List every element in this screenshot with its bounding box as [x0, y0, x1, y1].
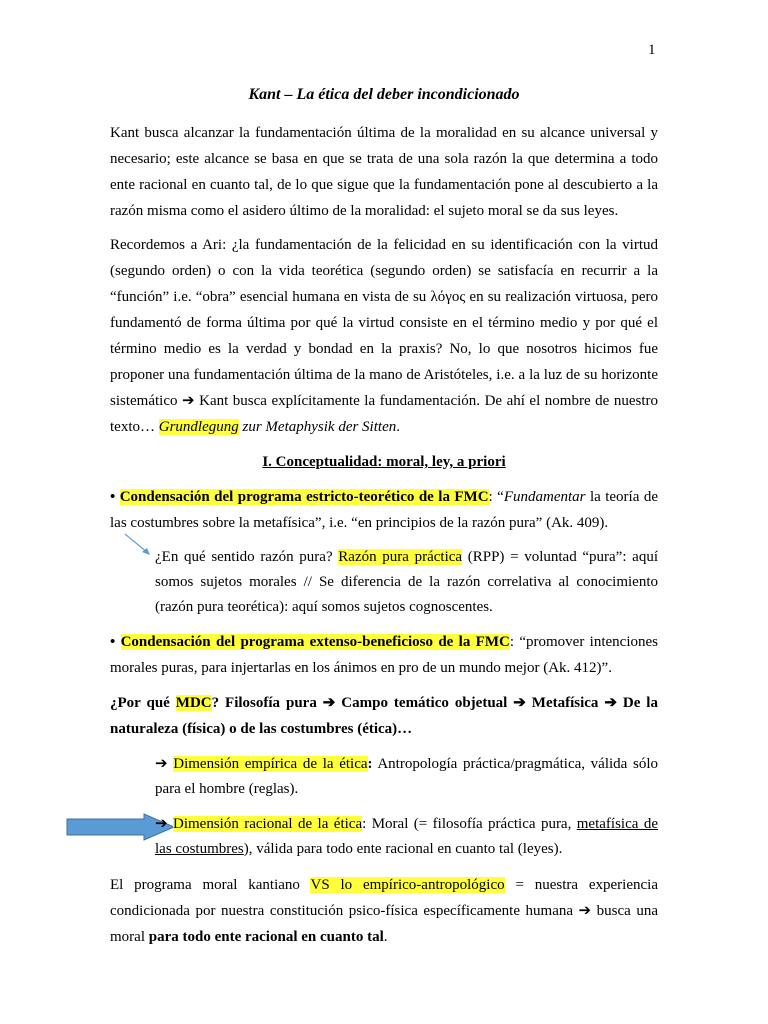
highlight-rpp: Razón pura práctica	[338, 549, 463, 565]
paragraph-rpp	[155, 545, 658, 620]
bold-conclusion: para todo ente racional en cuanto tal	[148, 929, 384, 945]
programa-text-a: El programa moral kantiano	[110, 877, 311, 893]
paragraph-recordemos	[110, 232, 658, 440]
highlight-estricto: Condensación del programa estricto-teorético de la FMC	[119, 489, 489, 505]
paragraph-programa	[110, 872, 658, 950]
section-heading: I. Conceptualidad: moral, ley, a priori	[262, 454, 506, 470]
bullet: •	[110, 489, 120, 505]
document-title: Kant – La ética del deber incondicionado	[248, 86, 520, 103]
empirica-text: Antropología práctica/pragmática, válida sólo para el hombre (reglas).	[155, 756, 659, 797]
programa-text-b: = nuestra experiencia condicionada por nuestra constitución psico-física específicamente humana ➔ busca una moral	[110, 877, 658, 945]
paragraph-estricto	[110, 484, 658, 536]
book-title-rest: zur Metaphysik der Sitten	[238, 419, 397, 435]
mdc-text-b: ? Filosofía pura ➔ Campo temático objetual ➔ Metafísica ➔ De la naturaleza (física) o de las costumbres (ética)…	[110, 695, 658, 737]
paragraph-dimension-racional	[155, 812, 658, 862]
rpp-text-b: (RPP) = voluntad “pura”: aquí somos sujetos morales // Se diferencia de la razón correlativa al conocimiento (razón pura teorética): aquí somos sujetos cognoscentes.	[155, 549, 659, 615]
para4-text: : “promover intenciones morales puras, para injertarlas en los ánimos en pro de un mundo mejor (Ak. 412)”.	[110, 634, 658, 676]
paragraph-extenso	[110, 629, 658, 681]
highlight-extenso: Condensación del programa extenso-beneficioso de la FMC	[120, 634, 510, 650]
arrow-glyph: ➔	[155, 816, 173, 832]
para3-text-a: : “	[488, 489, 504, 505]
bullet: •	[110, 634, 121, 650]
highlight-grundlegung: Grundlegung	[158, 419, 239, 435]
colon: :	[367, 756, 373, 772]
highlight-vs: VS lo empírico-antropológico	[310, 877, 505, 893]
highlight-mdc: MDC	[175, 695, 212, 711]
racional-text-a: : Moral (= filosofía práctica pura,	[362, 816, 577, 832]
para2-end: .	[396, 419, 400, 435]
paragraph-dimension-empirica	[155, 752, 658, 802]
italic-fundamentar: Fundamentar	[503, 489, 586, 505]
highlight-racional: Dimensión racional de la ética	[173, 816, 363, 832]
para2-text-a: Recordemos a Ari: ¿la fundamentación de la felicidad en su identificación con la virtud (segundo orden) o con la vida teorética (segundo orden) se satisfacía en recurrir a la “función” i.e. “obra” esencial humana en vista de su λόγος en su realización virtuosa, pero fundamentó de forma última por qué la virtud consiste en el término medio y por qué el término medio es la verdad y bondad en la praxis? No, lo que nosotros hicimos fue proponer una fundamentación última de la mano de Aristóteles, i.e. a la luz de su horizonte sistemático	[110, 237, 658, 409]
rpp-text-a: ¿En qué sentido razón pura?	[155, 549, 339, 565]
paragraph-intro: Kant busca alcanzar la fundamentación última de la moralidad en su alcance universal y necesario; este alcance se basa en que se trata de una sola razón la que determina a todo ente racional en cuanto tal, de lo que sigue que la fundamentación pone al descubierto a la razón misma como el asidero último de la moralidad: el sujeto moral se da sus leyes.	[110, 125, 658, 219]
underline-metafisica: metafísica de las costumbres	[155, 816, 658, 857]
document-body	[110, 120, 658, 950]
arrow-glyph: ➔	[182, 393, 195, 409]
programa-end: .	[383, 929, 388, 945]
para3-text-b: la teoría de las costumbres sobre la metafísica”, i.e. “en principios de la razón pura” (Ak. 409).	[110, 489, 658, 531]
para2-text-b: Kant busca explícitamente la fundamentación. De ahí el nombre de nuestro texto…	[110, 393, 658, 435]
arrow-glyph: ➔	[155, 756, 174, 772]
mdc-text-a: ¿Por qué	[110, 695, 176, 711]
racional-text-b: ), válida para todo ente racional en cuanto tal (leyes).	[243, 841, 563, 857]
paragraph-mdc	[110, 690, 658, 742]
page-number: 1	[648, 42, 656, 58]
highlight-empirica: Dimensión empírica de la ética	[173, 756, 368, 772]
